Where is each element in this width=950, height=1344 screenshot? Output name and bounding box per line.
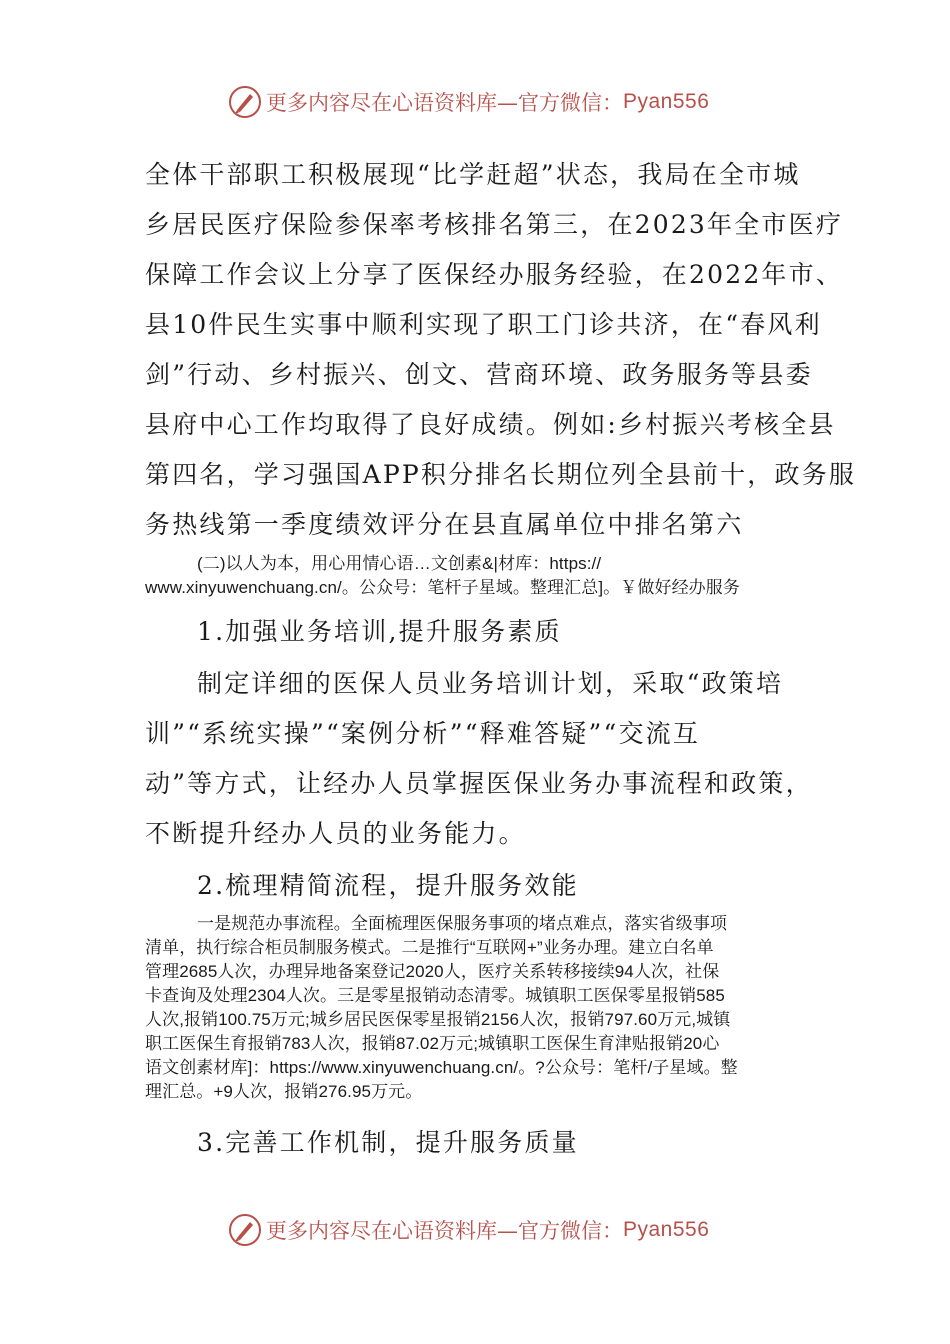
banner-text: 更多内容尽在心语资料库—官方微信： [266, 91, 623, 115]
text-line: 不断提升经办人员的业务能力。 [145, 819, 526, 848]
text-line: www.xinyuwenchuang.cn/。公众号：笔杆子星域。整理汇总]。￥做好经办服务 [145, 578, 740, 597]
text-line: (二)以人为本，用心用情心语…文创素&|材库：https:// [197, 554, 602, 573]
text-line: 全体干部职工积极展现“比学赶超”状态，我局在全市城 [145, 160, 801, 189]
text-line: 县10件民生实事中顺利实现了职工门诊共济，在“春风利 [145, 310, 822, 339]
banner-wechat-id: Pyan556 [623, 1218, 710, 1241]
pen-logo-icon [228, 1213, 262, 1247]
item-2-heading: 2.梳理精简流程，提升服务效能 [197, 871, 579, 900]
pen-logo-icon [228, 85, 262, 119]
item-1-heading: 1.加强业务培训,提升服务素质 [197, 617, 562, 646]
text-line: 乡居民医疗保险参保率考核排名第三，在2023年全市医疗 [145, 210, 844, 239]
text-line: 语文创素材库]：https://www.xinyuwenchuang.cn/。?公众号：笔杆/子星域。整 [145, 1058, 738, 1077]
text-line: 卡查询及处理2304人次。三是零星报销动态清零。城镇职工医保零星报销585 [145, 986, 725, 1005]
banner-text: 更多内容尽在心语资料库—官方微信： [266, 1219, 623, 1243]
text-line: 第四名，学习强国APP积分排名长期位列全县前十，政务服 [145, 460, 857, 489]
text-line: 务热线第一季度绩效评分在县直属单位中排名第六 [145, 510, 744, 539]
text-line: 训”“系统实操”“案例分析”“释难答疑”“交流互 [145, 719, 701, 748]
text-line: 保障工作会议上分享了医保经办服务经验，在2022年市、 [145, 260, 844, 289]
banner-wechat-id: Pyan556 [623, 90, 710, 113]
text-line: 一是规范办事流程。全面梳理医保服务事项的堵点难点，落实省级事项 [197, 914, 728, 933]
top-watermark-banner [228, 82, 709, 122]
text-line: 剑”行动、乡村振兴、创文、营商环境、政务服务等县委 [145, 360, 813, 389]
item-3-heading: 3.完善工作机制，提升服务质量 [197, 1128, 579, 1157]
text-line: 清单，执行综合柜员制服务模式。二是推行“互联网+”业务办理。建立白名单 [145, 938, 714, 957]
text-line: 动”等方式，让经办人员掌握医保业务办事流程和政策， [145, 769, 813, 798]
text-line: 制定详细的医保人员业务培训计划，采取“政策培 [197, 669, 784, 698]
text-line: 管理2685人次，办理异地备案登记2020人，医疗关系转移接续94人次，社保 [145, 962, 720, 981]
text-line: 理汇总。+9人次，报销276.95万元。 [145, 1082, 423, 1101]
text-line: 人次,报销100.75万元;城乡居民医保零星报销2156人次，报销797.60万元,城镇 [145, 1010, 731, 1029]
text-line: 县府中心工作均取得了良好成绩。例如:乡村振兴考核全县 [145, 410, 836, 439]
bottom-watermark-banner [228, 1210, 709, 1250]
text-line: 职工医保生育报销783人次，报销87.02万元;城镇职工医保生育津贴报销20心 [145, 1034, 720, 1053]
